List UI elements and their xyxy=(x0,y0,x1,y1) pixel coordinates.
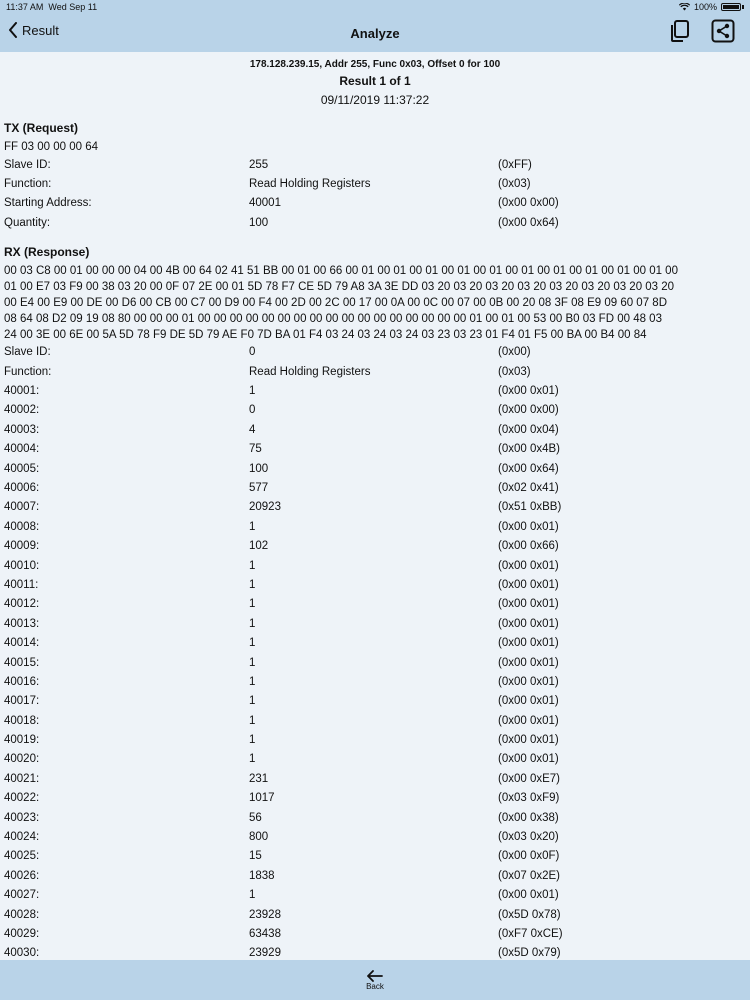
register-row xyxy=(0,769,750,788)
row-hex: (0x00 0x64) xyxy=(498,216,559,229)
row-hex: (0x00 0x01) xyxy=(498,714,559,727)
row-label: Slave ID: xyxy=(4,158,51,171)
row-value: 1 xyxy=(249,714,256,727)
row-hex: (0x5D 0x79) xyxy=(498,947,561,960)
rx-hex-line: 24 00 3E 00 6E 00 5A 5D 78 F9 DE 5D 79 AE F0 7D BA 01 F4 03 24 03 24 03 24 03 23 03 23 01 F4 01 F5 00 BA 00 B4 00 84 xyxy=(4,328,647,341)
row-hex: (0x00 0x01) xyxy=(498,559,559,572)
row-value: 1 xyxy=(249,578,256,591)
row-value: 1 xyxy=(249,637,256,650)
row-value: 56 xyxy=(249,811,262,824)
register-row xyxy=(0,536,750,555)
register-row xyxy=(0,653,750,672)
row-hex: (0x00) xyxy=(498,346,531,359)
tx-row xyxy=(0,194,750,213)
row-label: 40023: xyxy=(4,811,40,824)
register-row xyxy=(0,808,750,827)
register-row xyxy=(0,595,750,614)
row-value: 75 xyxy=(249,443,262,456)
tx-row xyxy=(0,213,750,232)
row-label: 40006: xyxy=(4,481,40,494)
wifi-icon xyxy=(679,3,690,11)
row-value: 800 xyxy=(249,831,269,844)
row-label: 40010: xyxy=(4,559,40,572)
row-hex: (0x00 0x01) xyxy=(498,656,559,669)
row-value: 0 xyxy=(249,404,256,417)
row-hex: (0x51 0xBB) xyxy=(498,501,562,514)
copy-icon xyxy=(668,19,690,43)
arrow-left-icon xyxy=(367,970,383,982)
register-row xyxy=(0,633,750,652)
row-label: 40018: xyxy=(4,714,40,727)
row-value: 1 xyxy=(249,753,256,766)
nav-actions xyxy=(666,18,736,44)
row-value: 15 xyxy=(249,850,262,863)
page-title: Analyze xyxy=(350,26,400,41)
register-table xyxy=(0,381,750,960)
row-hex: (0x00 0x01) xyxy=(498,695,559,708)
row-value: 1 xyxy=(249,598,256,611)
register-row xyxy=(0,750,750,769)
row-hex: (0x00 0x01) xyxy=(498,385,559,398)
row-value: 577 xyxy=(249,481,269,494)
row-hex: (0x03 0x20) xyxy=(498,831,559,844)
row-value: 63438 xyxy=(249,927,281,940)
row-label: 40029: xyxy=(4,927,40,940)
rx-title: RX (Response) xyxy=(4,244,90,259)
row-label: 40014: xyxy=(4,637,40,650)
row-hex: (0x00 0x00) xyxy=(498,404,559,417)
register-row xyxy=(0,517,750,536)
row-hex: (0x00 0x0F) xyxy=(498,850,560,863)
row-hex: (0x00 0x01) xyxy=(498,617,559,630)
row-label: 40004: xyxy=(4,443,40,456)
row-hex: (0x5D 0x78) xyxy=(498,908,561,921)
status-date: Wed Sep 11 xyxy=(48,2,98,12)
result-counter: Result 1 of 1 xyxy=(339,74,411,88)
row-value: 255 xyxy=(249,158,269,171)
tx-row xyxy=(0,174,750,193)
row-label: 40020: xyxy=(4,753,40,766)
battery-percent: 100% xyxy=(693,2,717,12)
register-row xyxy=(0,420,750,439)
register-row xyxy=(0,905,750,924)
status-time: 11:37 AM xyxy=(6,2,44,12)
row-hex: (0x03) xyxy=(498,178,531,191)
register-row xyxy=(0,789,750,808)
row-value: 231 xyxy=(249,772,269,785)
row-value: 40001 xyxy=(249,197,281,210)
rx-hex-line: 08 64 08 D2 09 19 08 80 00 00 00 01 00 00 00 00 00 00 00 00 00 00 00 00 00 00 00 00 00 01 00 01 00 53 00 B0 03 FD 00 48 03 xyxy=(4,312,662,325)
row-hex: (0x03 0xF9) xyxy=(498,792,560,805)
row-value: 23929 xyxy=(249,947,281,960)
row-label: 40025: xyxy=(4,850,40,863)
register-row xyxy=(0,498,750,517)
rx-hex-line: 00 E4 00 E9 00 DE 00 D6 00 CB 00 C7 00 D9 00 F4 00 2D 00 2C 00 17 00 0A 00 0C 00 07 00 0B 00 20 08 3F 08 E9 09 60 07 8D xyxy=(4,296,667,309)
result-timestamp: 09/11/2019 11:37:22 xyxy=(320,93,430,107)
copy-button[interactable] xyxy=(666,18,692,44)
register-row xyxy=(0,827,750,846)
row-label: Slave ID: xyxy=(4,346,51,359)
row-value: 1 xyxy=(249,675,256,688)
result-header xyxy=(0,59,750,107)
register-row xyxy=(0,440,750,459)
row-hex: (0x00 0x00) xyxy=(498,197,559,210)
row-label: 40008: xyxy=(4,520,40,533)
bottom-bar xyxy=(0,960,750,1000)
row-label: 40026: xyxy=(4,869,40,882)
row-value: 1 xyxy=(249,617,256,630)
row-value: 100 xyxy=(249,216,269,229)
row-label: Quantity: xyxy=(4,216,51,229)
row-value: 1 xyxy=(249,656,256,669)
status-bar xyxy=(0,0,750,14)
row-hex: (0x00 0x38) xyxy=(498,811,559,824)
row-value: 4 xyxy=(249,423,256,436)
row-value: 23928 xyxy=(249,908,281,921)
row-label: 40030: xyxy=(4,947,40,960)
row-hex: (0x07 0x2E) xyxy=(498,869,561,882)
tx-row xyxy=(0,155,750,174)
row-label: 40027: xyxy=(4,889,40,902)
row-label: 40011: xyxy=(4,578,39,591)
row-label: 40019: xyxy=(4,734,40,747)
row-value: Read Holding Registers xyxy=(249,365,371,378)
row-value: 1 xyxy=(249,889,256,902)
top-bar xyxy=(0,0,750,52)
row-label: 40017: xyxy=(4,695,40,708)
row-hex: (0x00 0x01) xyxy=(498,520,559,533)
row-hex: (0xF7 0xCE) xyxy=(498,927,563,940)
connection-info: 178.128.239.15, Addr 255, Func 0x03, Offset 0 for 100 xyxy=(249,59,501,70)
row-hex: (0x00 0x01) xyxy=(498,734,559,747)
register-row xyxy=(0,575,750,594)
row-value: 1 xyxy=(249,695,256,708)
register-row xyxy=(0,556,750,575)
row-value: 1 xyxy=(249,734,256,747)
row-label: 40013: xyxy=(4,617,40,630)
row-label: Function: xyxy=(4,365,52,378)
share-button[interactable] xyxy=(710,18,736,44)
row-hex: (0xFF) xyxy=(498,158,532,171)
row-value: 1 xyxy=(249,520,256,533)
register-row xyxy=(0,866,750,885)
register-row xyxy=(0,847,750,866)
tx-table xyxy=(0,155,750,233)
row-label: 40016: xyxy=(4,675,40,688)
row-hex: (0x00 0xE7) xyxy=(498,772,561,785)
battery-icon xyxy=(721,3,741,11)
row-value: 1 xyxy=(249,385,256,398)
row-value: 1 xyxy=(249,559,256,572)
row-hex: (0x00 0x01) xyxy=(498,598,559,611)
row-hex: (0x00 0x01) xyxy=(498,578,559,591)
row-label: 40007: xyxy=(4,501,40,514)
register-row xyxy=(0,401,750,420)
row-label: 40021: xyxy=(4,772,40,785)
register-row xyxy=(0,459,750,478)
row-label: Starting Address: xyxy=(4,197,92,210)
register-row xyxy=(0,730,750,749)
register-row xyxy=(0,711,750,730)
row-hex: (0x00 0x01) xyxy=(498,675,559,688)
register-row xyxy=(0,944,750,960)
battery-tip xyxy=(742,5,744,9)
bottom-back-label: Back xyxy=(366,982,384,991)
register-row xyxy=(0,924,750,943)
register-row xyxy=(0,672,750,691)
status-time-date xyxy=(6,2,97,12)
row-hex: (0x03) xyxy=(498,365,531,378)
register-row xyxy=(0,692,750,711)
row-hex: (0x00 0x01) xyxy=(498,637,559,650)
row-label: 40022: xyxy=(4,792,40,805)
row-hex: (0x00 0x01) xyxy=(498,889,559,902)
row-value: 100 xyxy=(249,462,269,475)
register-row xyxy=(0,381,750,400)
register-row xyxy=(0,478,750,497)
register-row xyxy=(0,886,750,905)
row-label: 40012: xyxy=(4,598,40,611)
analyze-content[interactable] xyxy=(0,52,750,960)
row-label: 40028: xyxy=(4,908,40,921)
status-right xyxy=(679,2,744,12)
row-label: 40001: xyxy=(4,385,40,398)
row-label: 40015: xyxy=(4,656,40,669)
row-label: 40024: xyxy=(4,831,40,844)
result-back-label: Result xyxy=(22,22,59,38)
row-value: 1017 xyxy=(249,792,275,805)
rx-hex xyxy=(0,263,750,343)
row-value: 102 xyxy=(249,540,269,553)
row-hex: (0x02 0x41) xyxy=(498,481,559,494)
tx-hex: FF 03 00 00 00 64 xyxy=(4,141,98,153)
rx-row xyxy=(0,343,750,362)
rx-table xyxy=(0,343,750,382)
rx-hex-line: 00 03 C8 00 01 00 00 00 04 00 4B 00 64 02 41 51 BB 00 01 00 66 00 01 00 01 00 01 00 01 00 01 00 01 00 01 00 01 00 01 00 01 00 xyxy=(4,264,678,277)
row-value: 1838 xyxy=(249,869,275,882)
row-hex: (0x00 0x04) xyxy=(498,423,559,436)
row-value: 20923 xyxy=(249,501,281,514)
row-hex: (0x00 0x66) xyxy=(498,540,559,553)
row-hex: (0x00 0x01) xyxy=(498,753,559,766)
tx-title: TX (Request) xyxy=(4,121,79,135)
row-hex: (0x00 0x4B) xyxy=(498,443,561,456)
row-hex: (0x00 0x64) xyxy=(498,462,559,475)
row-value: Read Holding Registers xyxy=(249,178,371,191)
row-label: 40002: xyxy=(4,404,40,417)
row-value: 0 xyxy=(249,346,256,359)
rx-hex-line: 01 00 E7 03 F9 00 38 03 20 00 0F 07 2E 00 01 5D 78 F7 CE 5D 79 A8 3A 3E DD 03 20 03 20 03 20 03 20 03 20 03 20 03 20 03 20 xyxy=(4,280,675,293)
rx-row xyxy=(0,362,750,381)
register-row xyxy=(0,614,750,633)
share-icon xyxy=(711,19,735,43)
bottom-back-button[interactable] xyxy=(0,970,750,991)
row-label: 40003: xyxy=(4,423,40,436)
row-label: 40005: xyxy=(4,462,40,475)
row-label: Function: xyxy=(4,178,52,191)
row-label: 40009: xyxy=(4,540,40,553)
